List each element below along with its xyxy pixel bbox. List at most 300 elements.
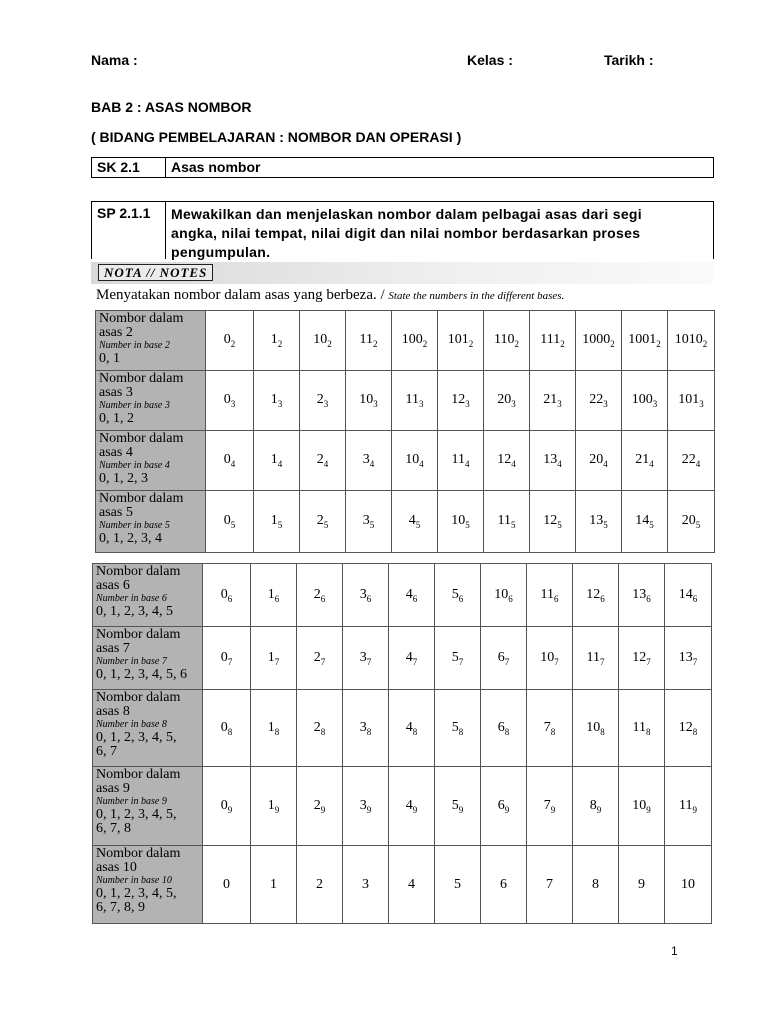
digit-set: 0, 1, 2, 3 (99, 471, 148, 486)
row-label (96, 431, 206, 491)
base-subscript: 7 (320, 656, 326, 667)
base-subscript: 6 (600, 593, 605, 604)
base-value-cell (389, 846, 435, 924)
base-value: 11 (497, 513, 511, 529)
base-value: 1 (267, 797, 275, 813)
base-value-cell (527, 767, 573, 846)
label-ms-base: asas 9 (96, 781, 130, 796)
base-value-cell (251, 846, 297, 924)
label-ms-base: asas 3 (99, 385, 133, 400)
base-value: 13 (678, 649, 693, 665)
base-subscript: 6 (646, 593, 651, 604)
sk-text: Asas nombor (171, 159, 261, 175)
sp-code: SP 2.1.1 (92, 202, 166, 259)
row-label (93, 846, 203, 924)
base-subscript: 5 (603, 519, 608, 530)
base-value: 22 (589, 392, 604, 408)
base-value: 6 (497, 797, 505, 813)
base-value: 2 (316, 392, 324, 408)
base-value: 0 (223, 513, 231, 529)
base-subscript: 5 (277, 519, 283, 530)
base-subscript: 4 (369, 458, 375, 469)
base-subscript: 6 (412, 593, 418, 604)
base-value: 20 (497, 392, 512, 408)
base-subscript: 4 (230, 458, 236, 469)
base-value: 3 (362, 876, 369, 892)
label-ms: Nombor dalam (96, 846, 181, 861)
row-label (96, 311, 206, 371)
base-value-cell (665, 564, 712, 627)
base-value-cell (530, 431, 576, 491)
base-value-cell (346, 311, 392, 371)
base-value-cell (484, 311, 530, 371)
base-value-cell (203, 690, 251, 767)
row-label (93, 627, 203, 690)
digit-set: 0, 1, 2, 3, 4, 5, (96, 807, 177, 822)
base-value: 4 (405, 586, 413, 602)
digit-set: 0, 1, 2, 3, 4, 5, (96, 886, 177, 901)
notes-tag: NOTA // NOTES (98, 264, 213, 281)
base-value-cell (619, 846, 665, 924)
base-subscript: 5 (557, 519, 562, 530)
sp-line: Mewakilkan dan menjelaskan nombor dalam pelbagai asas dari segi (171, 206, 642, 222)
base-subscript: 8 (692, 726, 698, 737)
base-subscript: 6 (458, 593, 464, 604)
base-value: 0 (220, 719, 228, 735)
base-value: 2 (316, 513, 324, 529)
base-subscript: 7 (692, 656, 698, 667)
base-value-cell (527, 627, 573, 690)
base-subscript: 7 (458, 656, 464, 667)
base-subscript: 8 (227, 726, 233, 737)
base-value: 6 (497, 719, 505, 735)
base-subscript: 5 (510, 519, 516, 530)
base-value: 100 (401, 332, 423, 348)
base-subscript: 4 (277, 458, 283, 469)
base-subscript: 2 (422, 338, 428, 349)
base-value: 20 (589, 452, 604, 468)
digit-set: 0, 1, 2, 3, 4 (99, 531, 162, 546)
base-subscript: 9 (320, 804, 326, 815)
base-value: 12 (678, 719, 693, 735)
base-value: 0 (220, 797, 228, 813)
base-value-cell (576, 371, 622, 431)
base-subscript: 7 (274, 656, 280, 667)
base-value: 7 (543, 719, 551, 735)
base-value-cell (297, 846, 343, 924)
base-subscript: 3 (373, 398, 378, 409)
class-label: Kelas : (467, 52, 513, 68)
base-subscript: 8 (412, 726, 418, 737)
base-value-cell (206, 311, 254, 371)
base-value-cell (389, 767, 435, 846)
base-value-cell (343, 846, 389, 924)
base-value: 10 (632, 797, 647, 813)
base-value-cell (343, 564, 389, 627)
base-subscript: 3 (603, 398, 608, 409)
base-value-cell (573, 564, 619, 627)
base-value-cell (254, 371, 300, 431)
base-subscript: 4 (511, 458, 516, 469)
base-value-cell (668, 431, 715, 491)
base-value: 3 (359, 719, 367, 735)
base-value-cell (206, 491, 254, 553)
base-value-cell (346, 431, 392, 491)
base-value-cell (251, 627, 297, 690)
label-ms-base: asas 8 (96, 704, 130, 719)
base-value: 1 (270, 392, 278, 408)
label-en: Number in base 6 (96, 593, 167, 604)
base-subscript: 6 (692, 593, 698, 604)
base-value: 3 (359, 649, 367, 665)
base-value: 3 (359, 797, 367, 813)
name-label: Nama : (91, 52, 138, 68)
label-ms-base: asas 5 (99, 505, 133, 520)
base-subscript: 2 (656, 338, 661, 349)
base-value-cell (576, 311, 622, 371)
base-subscript: 3 (511, 398, 516, 409)
base-value-cell (435, 690, 481, 767)
base-value: 2 (313, 586, 321, 602)
base-subscript: 8 (274, 726, 280, 737)
base-value-cell (530, 491, 576, 553)
base-subscript: 4 (649, 458, 654, 469)
label-ms: Nombor dalam (96, 627, 181, 642)
base-subscript: 8 (320, 726, 326, 737)
digit-set: 6, 7, 8 (96, 821, 131, 836)
base-value-cell (435, 846, 481, 924)
base-value-cell (203, 767, 251, 846)
label-en: Number in base 3 (99, 400, 170, 411)
base-subscript: 7 (554, 656, 559, 667)
base-subscript: 6 (227, 593, 233, 604)
base-subscript: 9 (692, 804, 697, 815)
base-value-cell (389, 627, 435, 690)
base-value-cell (392, 311, 438, 371)
base-value: 11 (632, 719, 646, 735)
base-value: 13 (632, 586, 647, 602)
base-subscript: 8 (600, 726, 605, 737)
base-value: 110 (494, 332, 515, 348)
base-value: 10 (359, 392, 374, 408)
base-value: 0 (223, 876, 230, 892)
label-en: Number in base 10 (96, 875, 172, 886)
table-row (96, 371, 715, 431)
base-value: 13 (543, 452, 558, 468)
digit-set: 0, 1, 2 (99, 411, 134, 426)
row-label (93, 690, 203, 767)
base-subscript: 3 (230, 398, 236, 409)
base-subscript: 9 (366, 804, 372, 815)
base-value: 1 (270, 513, 278, 529)
base-value-cell (668, 371, 715, 431)
base-subscript: 2 (372, 338, 378, 349)
base-value: 10 (405, 452, 420, 468)
label-en: Number in base 4 (99, 460, 170, 471)
base-value: 100 (631, 392, 653, 408)
base-value: 12 (451, 392, 466, 408)
base-value: 8 (589, 797, 597, 813)
base-value: 4 (405, 719, 413, 735)
base-value: 5 (451, 797, 459, 813)
base-subscript: 7 (412, 656, 418, 667)
base-table-2 (92, 563, 712, 924)
base-subscript: 5 (369, 519, 375, 530)
base-value: 11 (540, 586, 554, 602)
row-label (93, 564, 203, 627)
base-value: 11 (679, 797, 693, 813)
notes-intro-sep: / (376, 287, 389, 303)
date-label: Tarikh : (604, 52, 654, 68)
base-value-cell (622, 311, 668, 371)
sp-text (166, 202, 713, 262)
base-value-cell (481, 690, 527, 767)
base-value-cell (619, 767, 665, 846)
base-value-cell (297, 690, 343, 767)
base-value-cell (573, 690, 619, 767)
sk-code: SK 2.1 (92, 158, 166, 177)
table-row (96, 311, 715, 371)
base-value: 1010 (674, 332, 703, 348)
base-value: 0 (223, 332, 231, 348)
base-value-cell (254, 431, 300, 491)
row-label (96, 491, 206, 553)
base-subscript: 4 (323, 458, 329, 469)
digit-set: 0, 1, 2, 3, 4, 5 (96, 604, 173, 619)
label-ms: Nombor dalam (99, 371, 184, 386)
base-value-cell (576, 431, 622, 491)
base-subscript: 4 (419, 458, 424, 469)
sk-box (91, 157, 714, 178)
page-number: 1 (671, 944, 678, 958)
base-subscript: 8 (458, 726, 464, 737)
base-value: 1001 (628, 332, 657, 348)
base-value: 4 (408, 513, 416, 529)
base-subscript: 2 (702, 338, 708, 349)
base-value-cell (389, 564, 435, 627)
base-value: 5 (451, 719, 459, 735)
base-value: 4 (408, 876, 415, 892)
base-value-cell (619, 627, 665, 690)
base-value-cell (435, 564, 481, 627)
row-label (93, 767, 203, 846)
base-value: 12 (543, 513, 558, 529)
base-subscript: 2 (560, 338, 565, 349)
base-value-cell (297, 627, 343, 690)
base-value-cell (346, 491, 392, 553)
label-en: Number in base 8 (96, 719, 167, 730)
base-value: 7 (543, 797, 551, 813)
base-value: 101 (678, 392, 700, 408)
base-subscript: 9 (596, 804, 602, 815)
base-subscript: 3 (418, 398, 424, 409)
base-subscript: 2 (327, 338, 332, 349)
base-subscript: 7 (366, 656, 372, 667)
label-ms: Nombor dalam (96, 767, 181, 782)
base-value-cell (203, 846, 251, 924)
base-value-cell (300, 311, 346, 371)
base-value-cell (438, 371, 484, 431)
base-subscript: 5 (323, 519, 329, 530)
base-value: 5 (451, 586, 459, 602)
base-subscript: 8 (504, 726, 510, 737)
base-value-cell (573, 846, 619, 924)
base-value-cell (484, 431, 530, 491)
table-row (93, 564, 712, 627)
base-value-cell (206, 371, 254, 431)
base-value-cell (300, 491, 346, 553)
sp-line: angka, nilai tempat, nilai digit dan nilai nombor berdasarkan proses (171, 225, 641, 241)
base-value-cell (665, 767, 712, 846)
base-value: 2 (316, 876, 323, 892)
base-value-cell (527, 846, 573, 924)
base-subscript: 3 (323, 398, 329, 409)
base-value-cell (203, 627, 251, 690)
base-value: 1 (267, 649, 275, 665)
base-value-cell (622, 431, 668, 491)
base-value-cell (573, 767, 619, 846)
label-en: Number in base 5 (99, 520, 170, 531)
base-value-cell (665, 690, 712, 767)
base-subscript: 5 (649, 519, 654, 530)
base-value-cell (254, 491, 300, 553)
base-value-cell (438, 311, 484, 371)
label-ms-base: asas 4 (99, 445, 133, 460)
base-value-cell (481, 564, 527, 627)
base-subscript: 3 (465, 398, 470, 409)
base-subscript: 9 (550, 804, 556, 815)
base-subscript: 9 (412, 804, 418, 815)
base-value-cell (438, 431, 484, 491)
base-table-1 (95, 310, 715, 553)
base-value: 1 (267, 586, 275, 602)
base-value-cell (576, 491, 622, 553)
base-subscript: 6 (274, 593, 280, 604)
base-value: 10 (494, 586, 509, 602)
base-value: 10 (586, 719, 601, 735)
base-subscript: 3 (652, 398, 658, 409)
label-ms-base: asas 7 (96, 641, 130, 656)
base-value: 12 (586, 586, 601, 602)
base-subscript: 2 (230, 338, 236, 349)
base-value-cell (484, 491, 530, 553)
row-label (96, 371, 206, 431)
base-value: 20 (681, 513, 696, 529)
label-en: Number in base 9 (96, 796, 167, 807)
base-value-cell (665, 627, 712, 690)
base-value: 6 (500, 876, 507, 892)
base-value-cell (343, 690, 389, 767)
sp-line: pengumpulan. (171, 244, 271, 260)
base-value-cell (484, 371, 530, 431)
table-row (96, 431, 715, 491)
label-en: Number in base 7 (96, 656, 167, 667)
base-subscript: 5 (465, 519, 470, 530)
base-value-cell (622, 491, 668, 553)
base-subscript: 8 (550, 726, 556, 737)
base-value-cell (297, 767, 343, 846)
learning-area: ( BIDANG PEMBELAJARAN : NOMBOR DAN OPERASI ) (91, 129, 462, 145)
base-value: 13 (589, 513, 604, 529)
base-subscript: 2 (468, 338, 474, 349)
base-value-cell (435, 627, 481, 690)
base-value: 2 (313, 797, 321, 813)
base-value: 11 (451, 452, 465, 468)
base-value-cell (435, 767, 481, 846)
base-subscript: 2 (514, 338, 519, 349)
base-value: 11 (586, 649, 600, 665)
label-ms: Nombor dalam (99, 491, 184, 506)
base-value: 3 (359, 586, 367, 602)
base-value: 6 (497, 649, 505, 665)
base-value: 12 (497, 452, 512, 468)
base-value: 0 (223, 452, 231, 468)
base-subscript: 6 (553, 593, 559, 604)
label-ms-base: asas 2 (99, 325, 133, 340)
base-value-cell (668, 311, 715, 371)
base-value: 0 (220, 649, 228, 665)
base-value-cell (392, 491, 438, 553)
base-value: 10 (540, 649, 555, 665)
base-subscript: 5 (695, 519, 701, 530)
table-row (93, 767, 712, 846)
notes-intro (96, 287, 564, 304)
table-row (96, 491, 715, 553)
base-value: 21 (543, 392, 558, 408)
base-subscript: 8 (366, 726, 372, 737)
base-subscript: 7 (504, 656, 510, 667)
base-value: 7 (546, 876, 553, 892)
base-value-cell (251, 690, 297, 767)
base-value: 21 (635, 452, 650, 468)
digit-set: 6, 7, 8, 9 (96, 900, 145, 915)
base-value: 101 (447, 332, 469, 348)
base-value-cell (527, 564, 573, 627)
base-subscript: 4 (557, 458, 562, 469)
base-value: 2 (316, 452, 324, 468)
base-value: 10 (681, 876, 695, 892)
base-value: 11 (359, 332, 373, 348)
base-value: 0 (223, 392, 231, 408)
base-value-cell (206, 431, 254, 491)
base-value-cell (343, 627, 389, 690)
base-value: 8 (592, 876, 599, 892)
base-value: 10 (313, 332, 328, 348)
base-value-cell (481, 767, 527, 846)
base-value-cell (300, 431, 346, 491)
base-value-cell (619, 564, 665, 627)
table-row (93, 690, 712, 767)
base-value-cell (619, 690, 665, 767)
base-subscript: 3 (277, 398, 283, 409)
notes-intro-ms: Menyatakan nombor dalam asas yang berbeza. (96, 287, 377, 303)
base-subscript: 5 (230, 519, 236, 530)
label-en: Number in base 2 (99, 340, 170, 351)
notes-intro-en: State the numbers in the different bases. (388, 290, 565, 302)
base-subscript: 4 (603, 458, 608, 469)
base-subscript: 7 (227, 656, 233, 667)
base-value-cell (297, 564, 343, 627)
base-value-cell (254, 311, 300, 371)
base-value: 5 (454, 876, 461, 892)
base-subscript: 4 (464, 458, 470, 469)
base-value-cell (389, 690, 435, 767)
base-value: 5 (451, 649, 459, 665)
base-value: 1 (270, 876, 277, 892)
base-value: 9 (638, 876, 645, 892)
base-value: 12 (632, 649, 647, 665)
base-subscript: 3 (557, 398, 562, 409)
